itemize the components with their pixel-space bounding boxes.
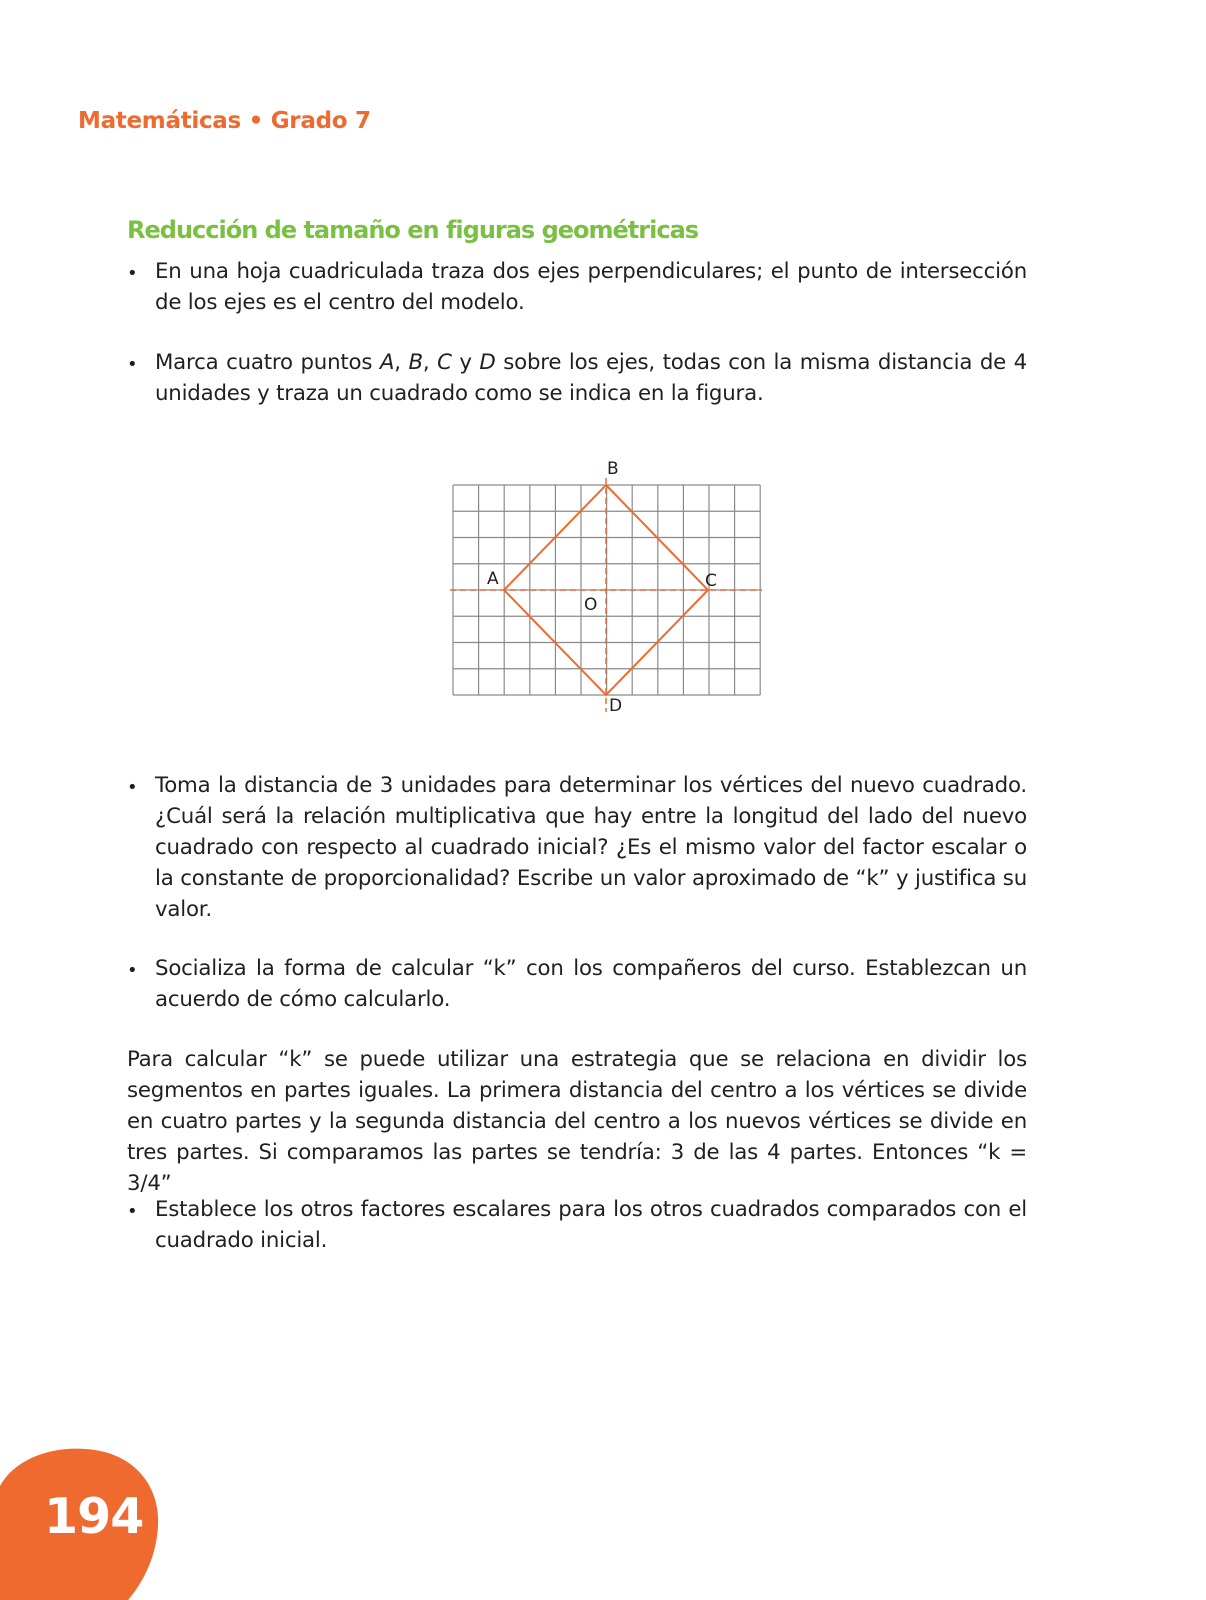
instruction-socialize: Socializa la forma de calcular “k” con los compañeros del curso. Establezcan un acuerdo de cómo calcularlo. [155, 956, 1027, 1012]
label-o: O [584, 595, 598, 615]
instruction-other-factors: Establece los otros factores escalares para los otros cuadrados comparados con el cuadrado inicial. [155, 1197, 1027, 1253]
bullet-marker: • [127, 1201, 138, 1222]
bullet-marker: • [127, 263, 138, 284]
page-number: 194 [44, 1488, 144, 1545]
explanation-paragraph: Para calcular “k” se puede utilizar una estrategia que se relaciona en dividir los segmentos en partes iguales. La primera distancia del centro a los vértices se divide en cuatro partes y la segunda distancia del centro a los nuevos vértices se divide en tres partes. Si comparamos las partes se tendría: 3 de las 4 partes. Entonces “k = 3/4” [127, 1047, 1027, 1196]
instruction-points: Marca cuatro puntos A, B, C y D sobre los ejes, todas con la misma distancia de 4 unidades y traza un cuadrado como se indica en la figura. [155, 350, 1028, 406]
label-b: B [607, 459, 619, 479]
instruction-new-square: Toma la distancia de 3 unidades para determinar los vértices del nuevo cuadrado. ¿Cuál será la relación multiplicativa que hay entre la longitud del lado del nuevo cuadrado con respecto al cuadrado inicial? ¿Es el mismo valor del factor escalar o la constante de proporcionalidad? Escribe un valor aproximado de “k” y justifica su valor. [155, 773, 1027, 922]
label-c: C [705, 571, 717, 591]
bullet-marker: • [127, 777, 138, 798]
instruction-axes: En una hoja cuadriculada traza dos ejes perpendiculares; el punto de intersección de los ejes es el centro del modelo. [155, 259, 1027, 315]
square-grid-figure [440, 458, 780, 728]
label-a: A [487, 569, 499, 589]
label-d: D [609, 696, 623, 716]
section-title: Reducción de tamaño en figuras geométricas [127, 216, 699, 244]
bullet-marker: • [127, 960, 138, 981]
bullet-marker: • [127, 354, 138, 375]
running-header: Matemáticas • Grado 7 [78, 108, 371, 134]
